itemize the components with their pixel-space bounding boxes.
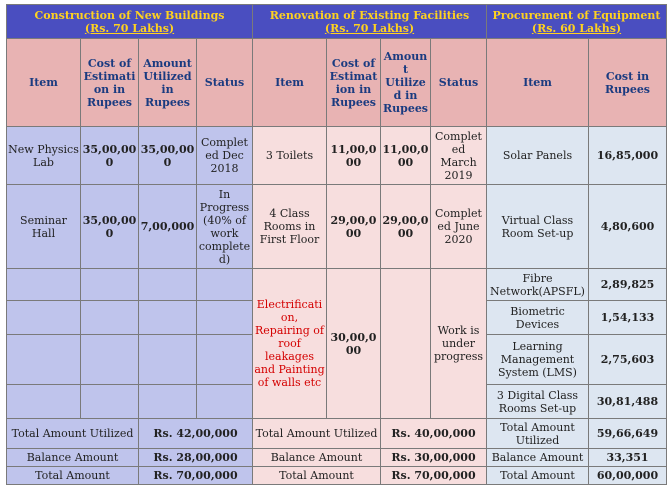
renovation-section-title: Renovation of Existing Facilities (Rs. 70 Lakhs) — [253, 5, 487, 39]
construction-balance-value: Rs. 28,00,000 — [139, 449, 253, 467]
procurement-total-utilized-label: Total Amount Utilized — [487, 419, 589, 449]
procurement-item: Fibre Network(APSFL) — [487, 269, 589, 301]
procurement-cost: 1,54,133 — [589, 301, 667, 335]
renovation-utilized: 29,00,000 — [381, 185, 431, 269]
renovation-balance-value: Rs. 30,00,000 — [381, 449, 487, 467]
empty-cell — [81, 269, 139, 301]
procurement-cost: 2,89,825 — [589, 269, 667, 301]
construction-item: Seminar Hall — [7, 185, 81, 269]
construction-section-title: Construction of New Buildings (Rs. 70 Lakhs) — [7, 5, 253, 39]
procurement-item: Learning Management System (LMS) — [487, 335, 589, 385]
renovation-cost: 30,00,000 — [327, 269, 381, 419]
renovation-status-header: Status — [431, 39, 487, 127]
construction-utilized: 35,00,000 — [139, 127, 197, 185]
renovation-cost-header: Cost of Estimation in Rupees — [327, 39, 381, 127]
column-header-row — [7, 39, 667, 127]
balance-row — [7, 449, 667, 467]
empty-cell — [7, 335, 81, 385]
construction-status: In Progress (40% of work completed) — [197, 185, 253, 269]
empty-cell — [197, 269, 253, 301]
procurement-total-utilized-value: 59,66,649 — [589, 419, 667, 449]
construction-utilized-header: Amount Utilized in Rupees — [139, 39, 197, 127]
procurement-item-header: Item — [487, 39, 589, 127]
renovation-cost: 11,00,000 — [327, 127, 381, 185]
construction-status-header: Status — [197, 39, 253, 127]
empty-cell — [139, 269, 197, 301]
renovation-utilized: 11,00,000 — [381, 127, 431, 185]
procurement-cost-header: Cost in Rupees — [589, 39, 667, 127]
renovation-utilized-header: Amount Utilized in Rupees — [381, 39, 431, 127]
construction-total-label: Total Amount — [7, 467, 139, 485]
budget-table — [6, 4, 667, 485]
construction-balance-label: Balance Amount — [7, 449, 139, 467]
empty-cell — [139, 301, 197, 335]
renovation-total-label: Total Amount — [253, 467, 381, 485]
renovation-status: Work is under progress — [431, 269, 487, 419]
procurement-item: 3 Digital Class Rooms Set-up — [487, 385, 589, 419]
table-row — [7, 185, 667, 269]
empty-cell — [197, 335, 253, 385]
renovation-balance-label: Balance Amount — [253, 449, 381, 467]
empty-cell — [81, 301, 139, 335]
renovation-utilized — [381, 269, 431, 419]
construction-cost: 35,00,000 — [81, 185, 139, 269]
procurement-cost: 2,75,603 — [589, 335, 667, 385]
procurement-section-title: Procurement of Equipment (Rs. 60 Lakhs) — [487, 5, 667, 39]
empty-cell — [139, 335, 197, 385]
construction-item: New Physics Lab — [7, 127, 81, 185]
empty-cell — [197, 301, 253, 335]
empty-cell — [81, 385, 139, 419]
renovation-status: Completed March 2019 — [431, 127, 487, 185]
total-row — [7, 467, 667, 485]
procurement-cost: 4,80,600 — [589, 185, 667, 269]
empty-cell — [7, 269, 81, 301]
procurement-item: Virtual Class Room Set-up — [487, 185, 589, 269]
procurement-cost: 16,85,000 — [589, 127, 667, 185]
renovation-total-utilized-label: Total Amount Utilized — [253, 419, 381, 449]
renovation-cost: 29,00,000 — [327, 185, 381, 269]
renovation-status: Completed June 2020 — [431, 185, 487, 269]
procurement-item: Biometric Devices — [487, 301, 589, 335]
construction-total-value: Rs. 70,00,000 — [139, 467, 253, 485]
construction-total-utilized-value: Rs. 42,00,000 — [139, 419, 253, 449]
construction-status: Completed Dec 2018 — [197, 127, 253, 185]
construction-cost-header: Cost of Estimation in Rupees — [81, 39, 139, 127]
table-row — [7, 269, 667, 301]
empty-cell — [7, 301, 81, 335]
empty-cell — [81, 335, 139, 385]
construction-total-utilized-label: Total Amount Utilized — [7, 419, 139, 449]
procurement-cost: 30,81,488 — [589, 385, 667, 419]
empty-cell — [139, 385, 197, 419]
section-title-row — [7, 5, 667, 39]
renovation-total-utilized-value: Rs. 40,00,000 — [381, 419, 487, 449]
procurement-balance-label: Balance Amount — [487, 449, 589, 467]
empty-cell — [197, 385, 253, 419]
procurement-total-label: Total Amount — [487, 467, 589, 485]
construction-item-header: Item — [7, 39, 81, 127]
construction-utilized: 7,00,000 — [139, 185, 197, 269]
construction-cost: 35,00,000 — [81, 127, 139, 185]
procurement-item: Solar Panels — [487, 127, 589, 185]
empty-cell — [7, 385, 81, 419]
renovation-total-value: Rs. 70,00,000 — [381, 467, 487, 485]
renovation-item: 3 Toilets — [253, 127, 327, 185]
renovation-item-header: Item — [253, 39, 327, 127]
table-row — [7, 127, 667, 185]
total-utilized-row — [7, 419, 667, 449]
procurement-total-value: 60,00,000 — [589, 467, 667, 485]
procurement-balance-value: 33,351 — [589, 449, 667, 467]
renovation-item: Electrification, Repairing of roof leakages and Painting of walls etc — [253, 269, 327, 419]
renovation-item: 4 Class Rooms in First Floor — [253, 185, 327, 269]
